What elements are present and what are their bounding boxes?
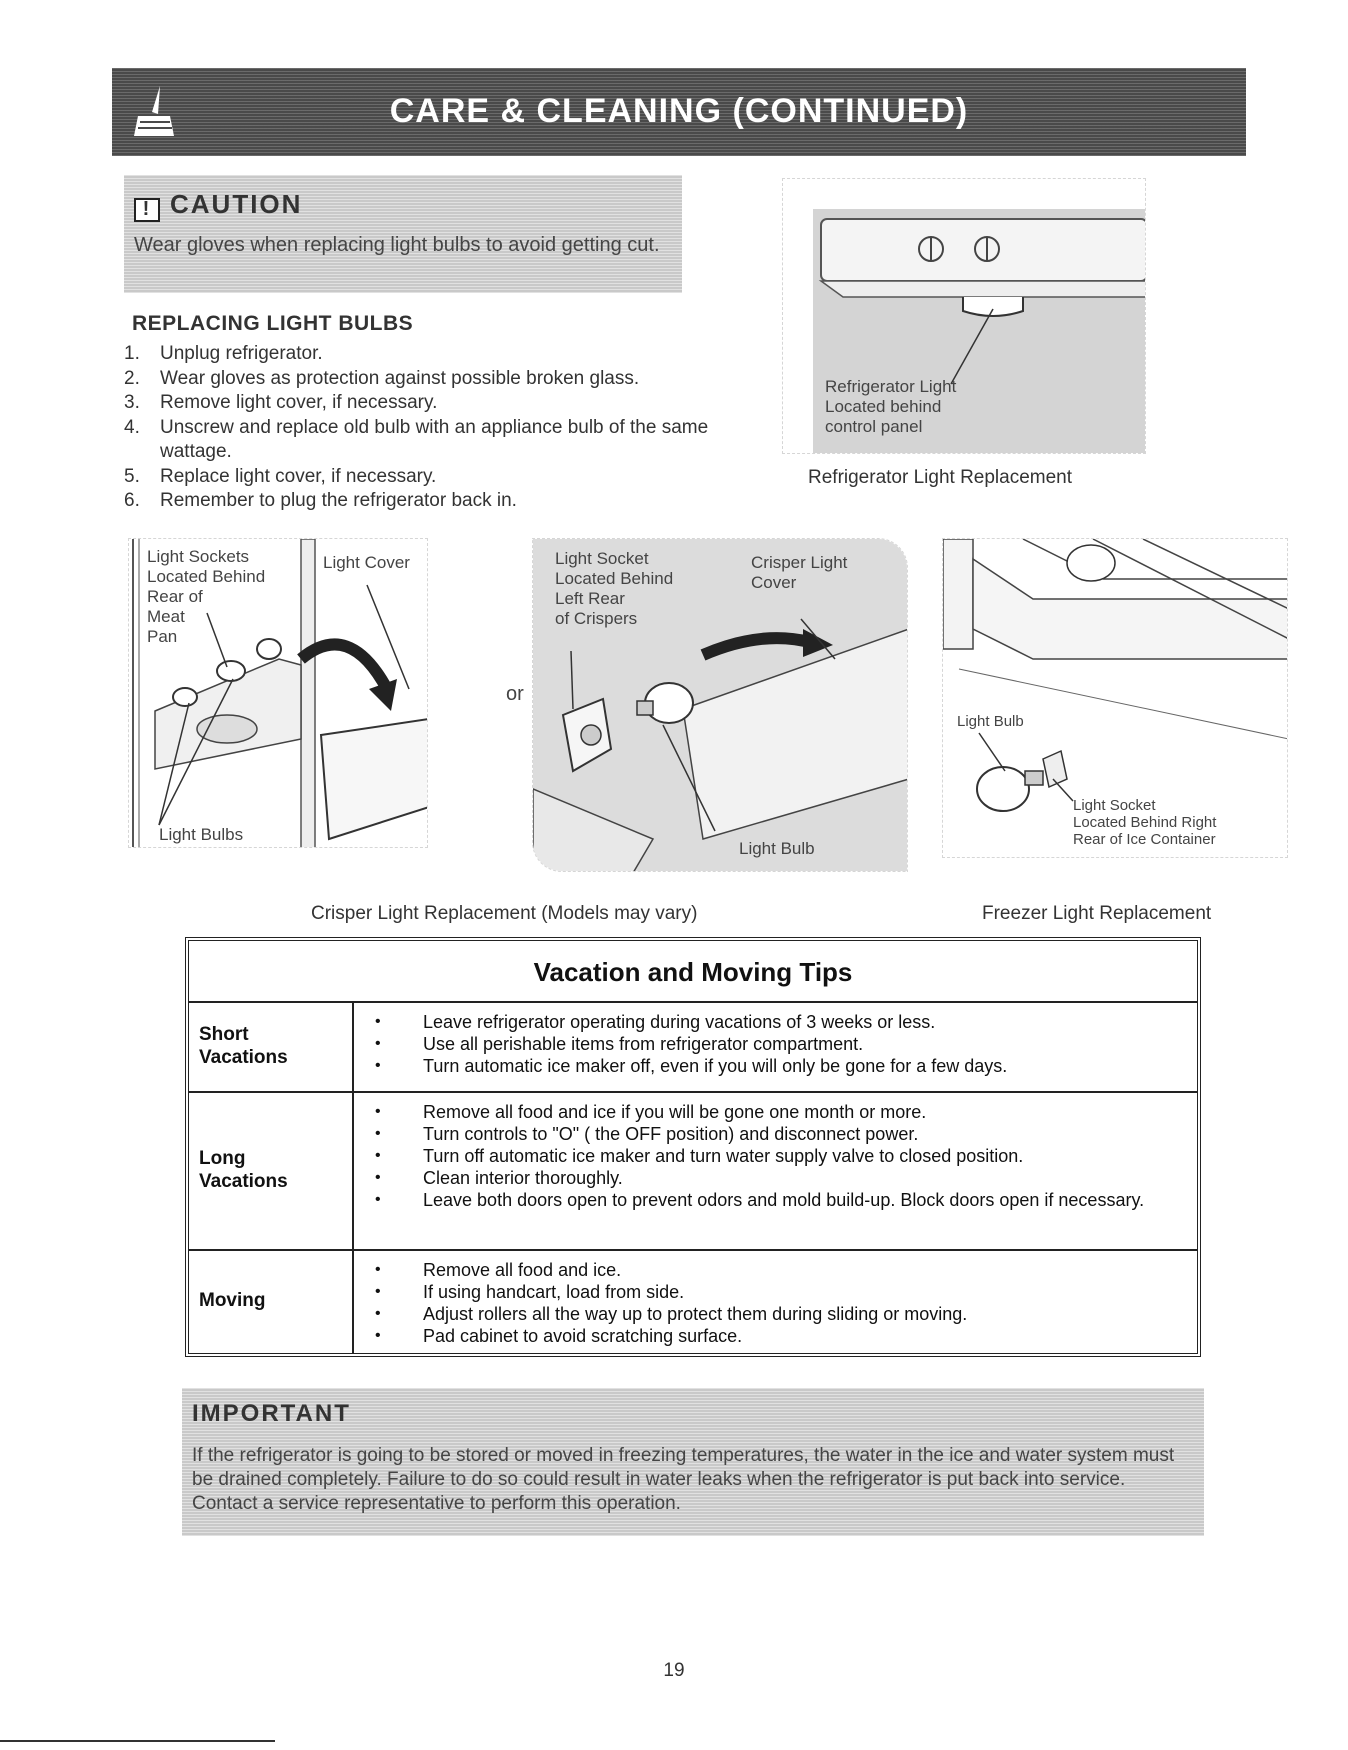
row-category: Moving <box>199 1290 266 1311</box>
step-text: Remove light cover, if necessary. <box>160 392 438 413</box>
page-title: CARE & CLEANING (CONTINUED) <box>389 92 969 130</box>
step-number: 2. <box>124 367 140 389</box>
list-item: • Pad cabinet to avoid scratching surface. <box>375 1325 1187 1347</box>
refrigerator-light-caption: Refrigerator Light Replacement <box>808 467 1073 488</box>
light-sockets-label: Light Sockets Located Behind Rear of Meat Pan <box>147 547 266 646</box>
section-banner <box>112 68 1246 156</box>
table-title: Vacation and Moving Tips <box>189 941 1197 1003</box>
important-text: If the refrigerator is going to be stored or moved in freezing temperatures, the water in the ice and water system must be drained completely. Failure to do so could result in water leaks when the refrigerator is put back into service. Contact a service representative to perform this operation. <box>192 1445 1175 1514</box>
crisper-light-illustration-a <box>128 538 428 848</box>
row-category-cell <box>189 1003 354 1091</box>
step-text: Wear gloves as protection against possible broken glass. <box>160 367 640 389</box>
freezer-light-socket-label: Light Socket Located Behind Right Rear of Ice Container <box>1073 797 1217 848</box>
caution-text: Wear gloves when replacing light bulbs to avoid getting cut. <box>134 234 660 256</box>
caution-heading <box>134 189 302 222</box>
step-number: 5. <box>124 465 140 487</box>
freezer-light-illustration <box>942 538 1288 858</box>
list-item: • Use all perishable items from refrigerator compartment. <box>375 1033 1187 1055</box>
refrigerator-light-label: Refrigerator Light Located behind control panel <box>825 377 957 436</box>
list-item: • Clean interior thoroughly. <box>375 1167 1187 1189</box>
step-number: 3. <box>124 392 140 413</box>
table-row <box>189 1003 1197 1093</box>
warning-icon: ! <box>134 198 160 222</box>
step-item <box>124 465 744 490</box>
list-item: • Turn controls to "O" ( the OFF position) and disconnect power. <box>375 1123 1187 1145</box>
important-heading: IMPORTANT <box>192 1400 351 1427</box>
step-number: 4. <box>124 416 140 438</box>
row-category: Short Vacations <box>199 1024 288 1068</box>
freezer-light-bulb-label: Light Bulb <box>957 713 1024 730</box>
list-item: • Turn automatic ice maker off, even if you will only be gone for a few days. <box>375 1055 1187 1077</box>
row-items <box>375 1259 1187 1347</box>
step-text: Remember to plug the refrigerator back in. <box>160 490 517 511</box>
light-bulbs-label: Light Bulbs <box>159 825 244 844</box>
row-category-cell <box>189 1093 354 1249</box>
crisper-light-illustration-b <box>532 538 908 872</box>
light-bulb-label: Light Bulb <box>739 839 815 858</box>
list-item: • Remove all food and ice. <box>375 1259 1187 1281</box>
steps-list <box>124 342 744 514</box>
footer-rule <box>0 1740 275 1742</box>
page-number: 19 <box>663 1660 685 1681</box>
list-item: • If using handcart, load from side. <box>375 1281 1187 1303</box>
refrigerator-light-illustration <box>782 178 1146 454</box>
step-text: Unscrew and replace old bulb with an appliance bulb of the same wattage. <box>160 416 709 462</box>
step-item <box>124 391 744 416</box>
vacation-moving-tips-table <box>185 937 1201 1357</box>
or-text: or <box>506 683 524 705</box>
step-item <box>124 367 744 392</box>
row-category: Long Vacations <box>199 1148 288 1192</box>
row-category-cell <box>189 1251 354 1353</box>
list-item: • Leave refrigerator operating during vacations of 3 weeks or less. <box>375 1011 1187 1033</box>
table-row <box>189 1093 1197 1251</box>
list-item: • Turn off automatic ice maker and turn water supply valve to closed position. <box>375 1145 1187 1167</box>
row-items <box>375 1101 1187 1211</box>
freezer-light-caption: Freezer Light Replacement <box>982 903 1212 924</box>
step-number: 1. <box>124 343 140 364</box>
list-item: • Adjust rollers all the way up to protect them during sliding or moving. <box>375 1303 1187 1325</box>
light-cover-label: Light Cover <box>323 553 410 572</box>
important-box <box>182 1388 1204 1536</box>
step-item <box>124 416 744 465</box>
crisper-light-caption: Crisper Light Replacement (Models may vary) <box>311 903 698 924</box>
light-socket-label: Light Socket Located Behind Left Rear of Crispers <box>555 549 674 628</box>
list-item: • Remove all food and ice if you will be gone one month or more. <box>375 1101 1187 1123</box>
section-title: REPLACING LIGHT BULBS <box>132 312 414 335</box>
caution-box <box>124 175 682 293</box>
step-number: 6. <box>124 490 140 511</box>
step-item <box>124 342 744 367</box>
table-row <box>189 1251 1197 1353</box>
step-item <box>124 489 744 514</box>
step-text: Replace light cover, if necessary. <box>160 465 437 487</box>
row-items <box>375 1011 1187 1077</box>
list-item: • Leave both doors open to prevent odors and mold build-up. Block doors open if necessary. <box>375 1189 1187 1211</box>
step-text: Unplug refrigerator. <box>160 343 323 364</box>
crisper-light-cover-label: Crisper Light Cover <box>751 553 848 592</box>
caution-heading-text: CAUTION <box>170 189 303 219</box>
